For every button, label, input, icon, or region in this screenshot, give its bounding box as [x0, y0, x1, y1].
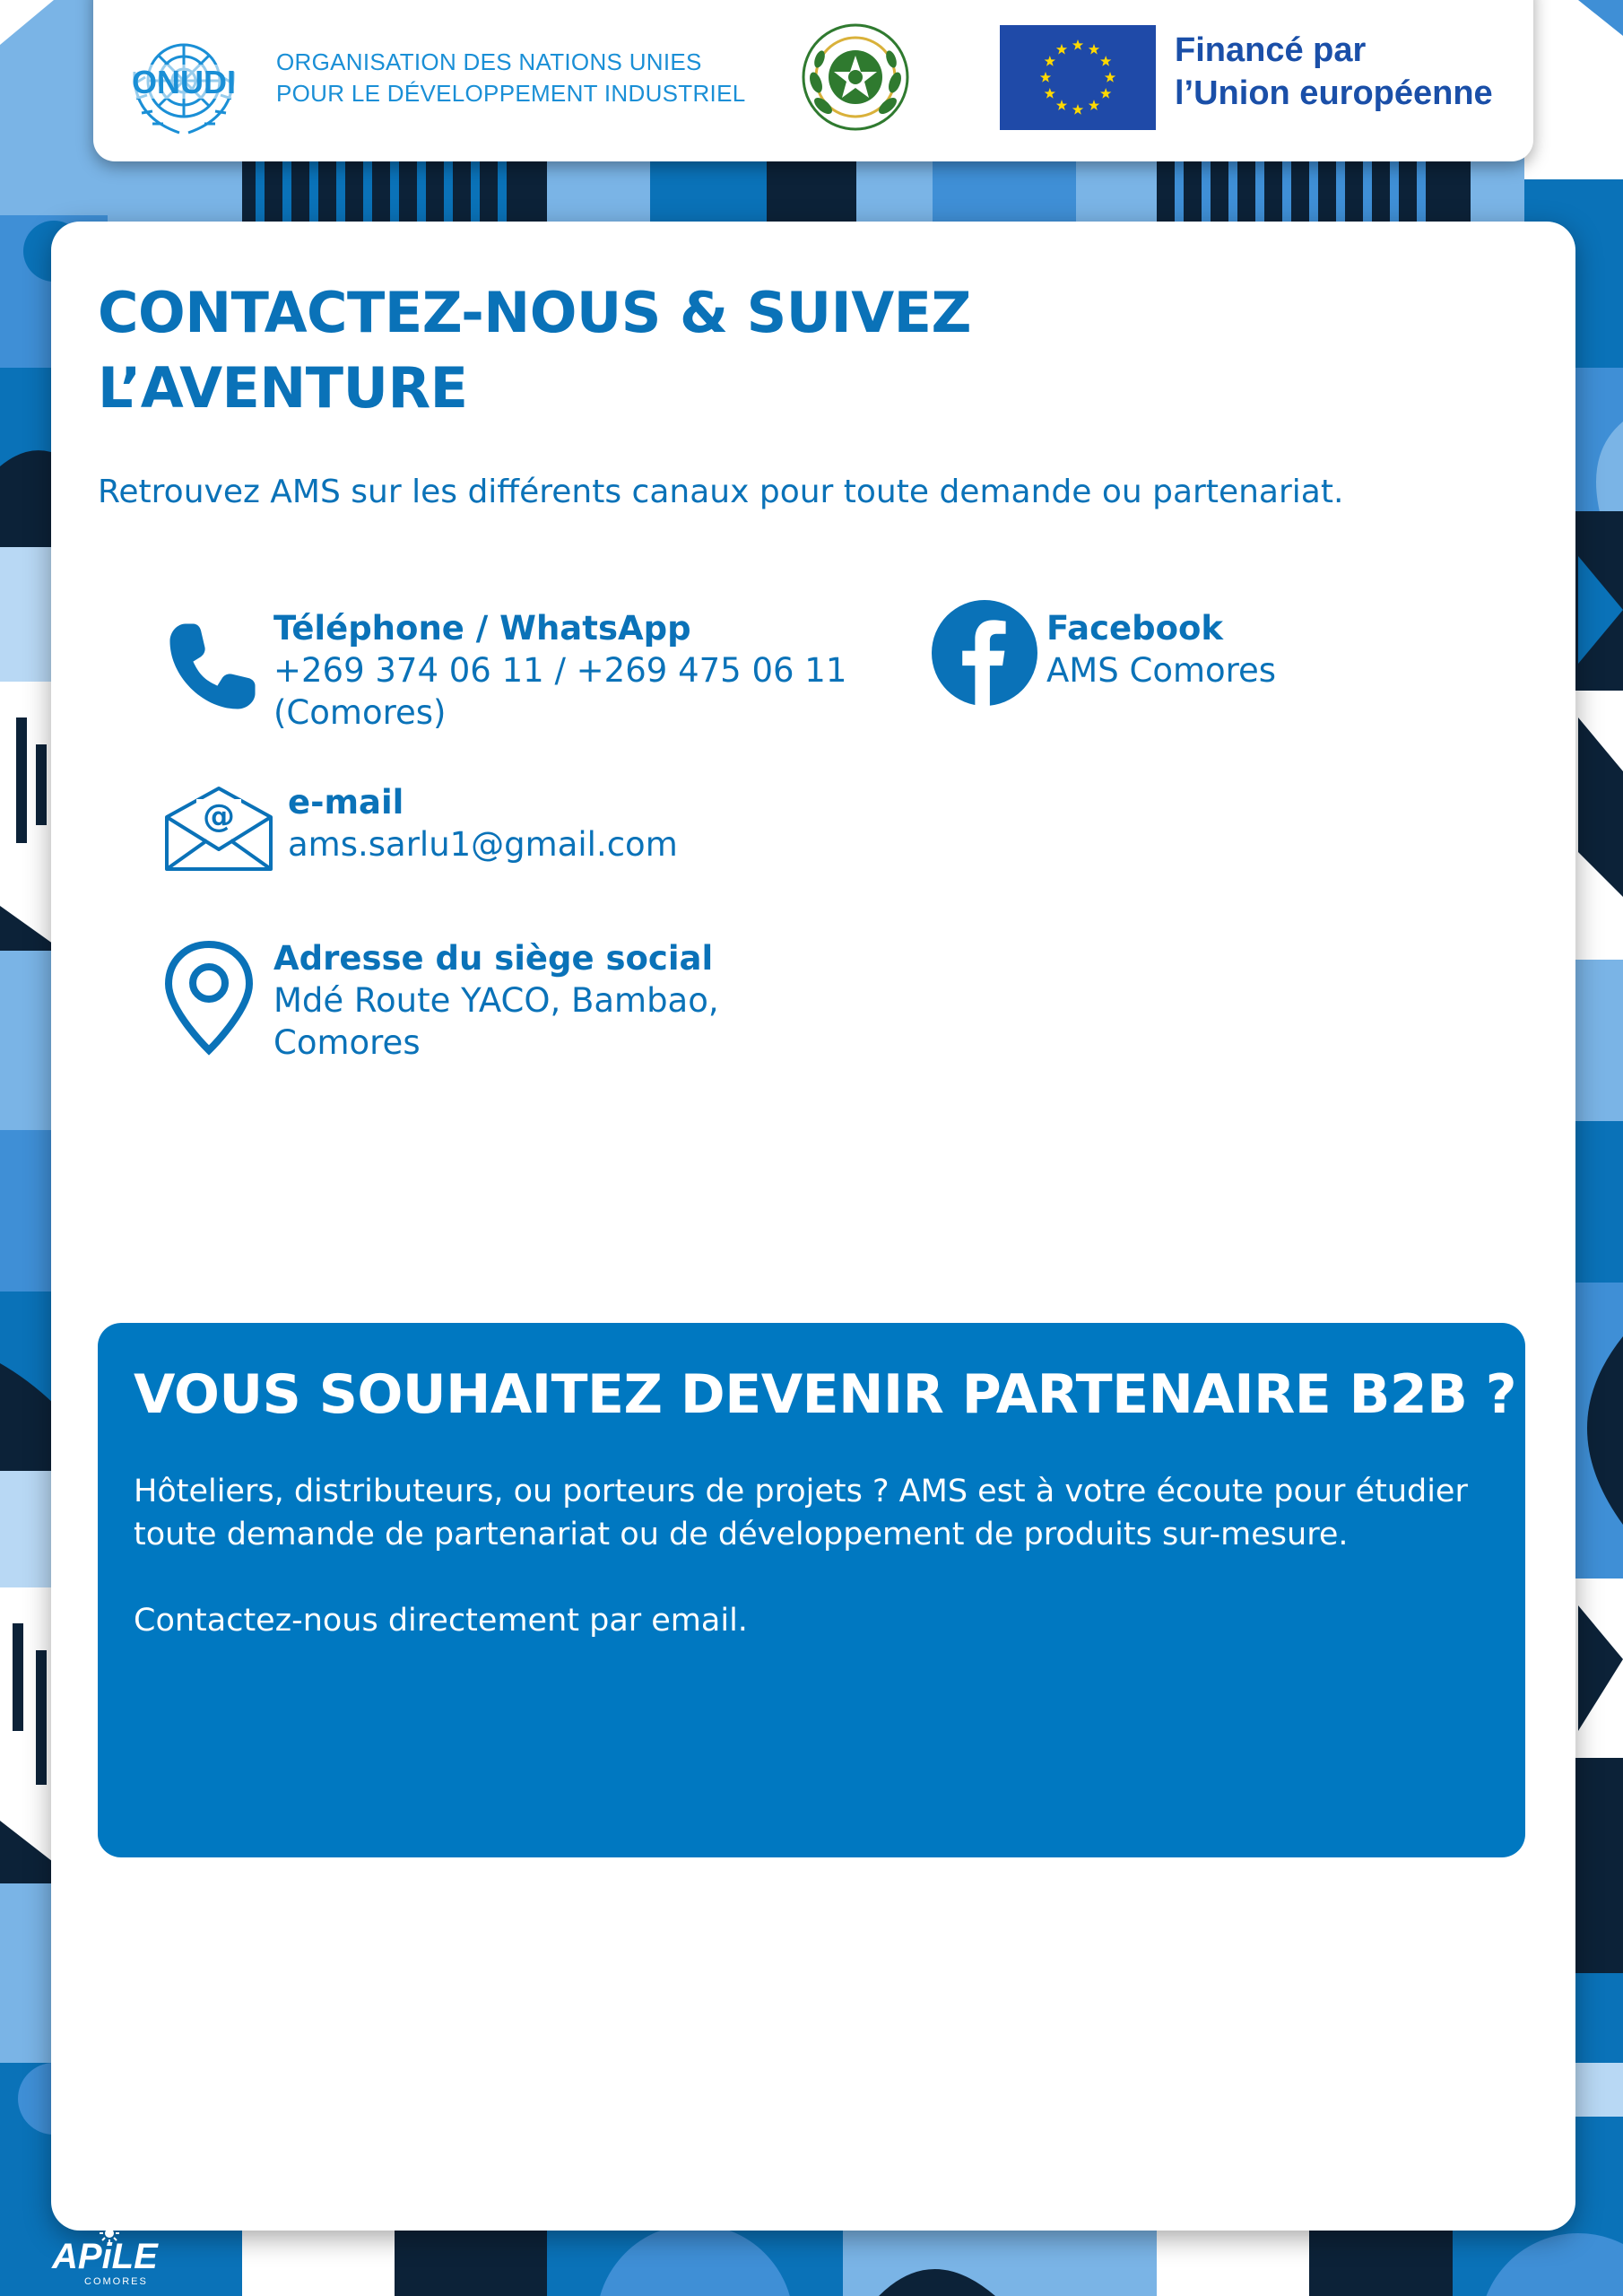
b2b-partner-title: VOUS SOUHAITEZ DEVENIR PARTENAIRE B2B ?	[134, 1363, 1517, 1426]
facebook-label: Facebook	[1046, 609, 1224, 648]
b2b-partner-description-line2: toute demande de partenariat ou de développement de produits sur-mesure.	[134, 1517, 1349, 1552]
b2b-partner-cta: Contactez-nous directement par email.	[134, 1603, 748, 1639]
phone-value[interactable]: +269 374 06 11 / +269 475 06 11	[273, 651, 847, 690]
page-subtitle: Retrouvez AMS sur les différents canaux pour toute demande ou partenariat.	[98, 474, 1344, 510]
eu-funding-text	[1175, 29, 1533, 115]
email-label: e-mail	[288, 783, 404, 822]
eu-text-line2: l’Union européenne	[1175, 74, 1493, 112]
phone-country: (Comores)	[273, 693, 447, 732]
apile-logo-name: APiLE	[52, 2237, 158, 2276]
phone-icon	[164, 618, 261, 715]
contact-email	[164, 781, 881, 880]
address-line1: Mdé Route YACO, Bambao,	[273, 981, 719, 1020]
apile-logo-subtitle: COMORES	[84, 2276, 148, 2287]
contact-address	[164, 937, 881, 1072]
b2b-partner-box	[98, 1323, 1525, 1857]
page-title-line1: CONTACTEZ-NOUS & SUIVEZ	[98, 280, 971, 345]
facebook-value[interactable]: AMS Comores	[1046, 651, 1277, 690]
phone-label: Téléphone / WhatsApp	[273, 609, 691, 648]
address-label: Adresse du siège social	[273, 939, 714, 978]
b2b-partner-description	[134, 1470, 1515, 1556]
comores-seal-logo	[798, 20, 913, 135]
page-title	[98, 275, 1084, 426]
onudi-logo	[117, 18, 251, 152]
svg-text:@: @	[203, 798, 235, 835]
partner-logos-header	[93, 0, 1533, 161]
email-value[interactable]: ams.sarlu1@gmail.com	[288, 825, 678, 864]
onudi-name	[276, 47, 746, 109]
address-line2: Comores	[273, 1023, 421, 1062]
apile-logo	[48, 2228, 174, 2291]
location-pin-icon	[164, 941, 254, 1056]
onudi-acronym: ONUDI	[132, 64, 236, 100]
onudi-name-line2: POUR LE DÉVELOPPEMENT INDUSTRIEL	[276, 80, 746, 107]
facebook-icon[interactable]	[932, 600, 1037, 706]
contact-phone	[164, 607, 881, 742]
page-title-line2: L’AVENTURE	[98, 355, 468, 421]
contact-card	[51, 222, 1575, 2231]
email-icon	[164, 785, 273, 873]
onudi-name-line1: ORGANISATION DES NATIONS UNIES	[276, 48, 702, 75]
eu-text-line1: Financé par	[1175, 31, 1367, 69]
contact-facebook[interactable]	[932, 607, 1470, 724]
eu-flag-logo	[1000, 25, 1156, 130]
b2b-partner-description-line1: Hôteliers, distributeurs, ou porteurs de projets ? AMS est à votre écoute pour étudier	[134, 1474, 1468, 1509]
